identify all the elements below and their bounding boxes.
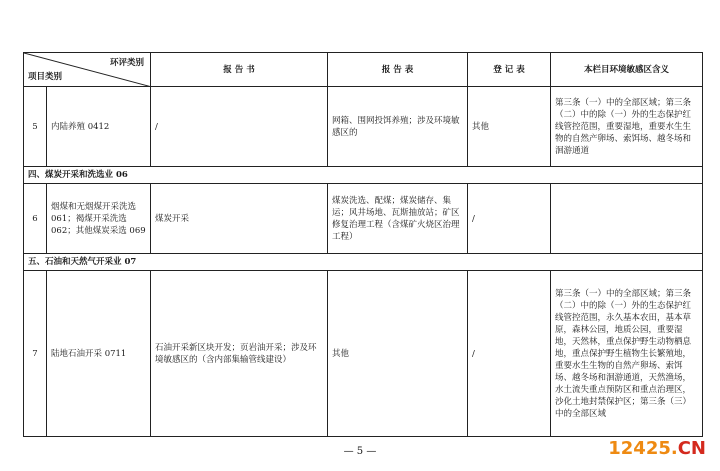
table-row: [24, 87, 703, 167]
header-registration-form: 登 记 表: [468, 53, 551, 87]
row-report-book: /: [151, 87, 328, 167]
row-registration: /: [468, 271, 551, 437]
row-category: 内陆养殖 0412: [47, 87, 151, 167]
classification-table: [23, 52, 703, 437]
row-report-book: 石油开采新区块开发；页岩油开采；涉及环境敏感区的（含内部集输管线建设）: [151, 271, 328, 437]
row-sensitive: 第三条（一）中的全部区域；第三条（二）中的除（一）外的生态保护红线管控范围，重要湿地，重要水生生物的自然产卵场、索饵场、越冬场和洄游通道: [551, 87, 703, 167]
watermark-dot: .: [670, 438, 678, 459]
header-sensitive-meaning: 本栏目环境敏感区含义: [551, 53, 703, 87]
row-number: 6: [24, 184, 47, 254]
row-report-form: 煤炭洗选、配煤；煤炭储存、集运；风井场地、瓦斯抽放站；矿区修复治理工程（含煤矿火烧区治理工程）: [328, 184, 468, 254]
watermark-tld: CN: [677, 438, 706, 459]
header-report-book: 报 告 书: [151, 53, 328, 87]
section-title: 四、煤炭开采和洗选业 06: [24, 167, 703, 184]
header-env-category: 环评类别: [109, 58, 144, 68]
header-report-form: 报 告 表: [328, 53, 468, 87]
row-sensitive: [551, 184, 703, 254]
row-report-form: 网箱、围网投饵养殖；涉及环境敏感区的: [328, 87, 468, 167]
section-row: [24, 254, 703, 271]
header-project-category: 项目类别: [28, 72, 63, 82]
row-report-form: 其他: [328, 271, 468, 437]
row-sensitive: 第三条（一）中的全部区域；第三条（二）中的除（一）外的生态保护红线管控范围，永久基本农田，基本草原，森林公园，地质公园，重要湿地，天然林，重点保护野生动物栖息地，重点保护野生植物生长繁殖地，重要水生生物的自然产卵场、索饵场、越冬场和洄游通道，天然渔场，水土流失重点预防区和重点治理区，沙化土地封禁保护区；第三条（三）中的全部区域: [551, 271, 703, 437]
header-row: [24, 53, 703, 87]
page-number: — 5 —: [343, 446, 377, 457]
section-row: [24, 167, 703, 184]
row-number: 5: [24, 87, 47, 167]
row-category: 陆地石油开采 0711: [47, 271, 151, 437]
site-watermark: [608, 438, 706, 459]
row-registration: /: [468, 184, 551, 254]
watermark-number: 12425: [608, 438, 671, 459]
section-title: 五、石油和天然气开采业 07: [24, 254, 703, 271]
row-category: 烟煤和无烟煤开采洗选 061；褐煤开采洗选 062；其他煤炭采选 069: [47, 184, 151, 254]
row-report-book: 煤炭开采: [151, 184, 328, 254]
table-row: [24, 271, 703, 437]
table-row: [24, 184, 703, 254]
header-diagonal-cell: [24, 53, 151, 87]
row-number: 7: [24, 271, 47, 437]
row-registration: 其他: [468, 87, 551, 167]
